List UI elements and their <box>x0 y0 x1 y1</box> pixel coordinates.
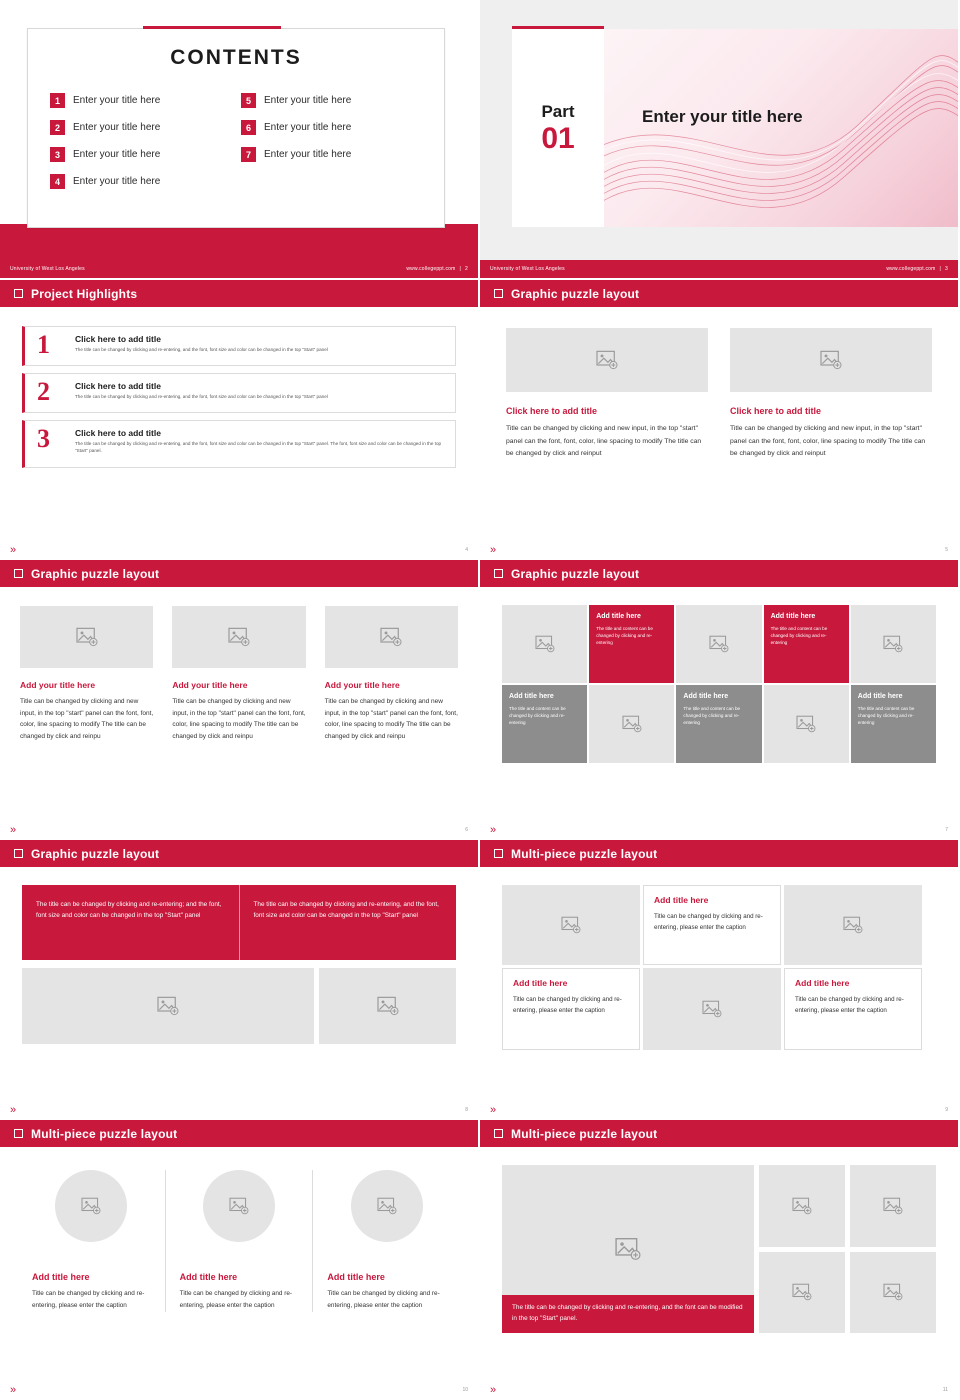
slide-header-title: Multi-piece puzzle layout <box>511 846 658 861</box>
slide-multi-piece-a[interactable] <box>480 840 960 1120</box>
square-bullet-icon <box>494 1129 503 1138</box>
footer-org: University of West Los Angeles <box>490 266 565 272</box>
table-row[interactable] <box>22 420 456 468</box>
caption-block[interactable] <box>502 968 640 1050</box>
slide-header <box>0 1120 478 1147</box>
page-number: 3 <box>945 266 948 272</box>
image-placeholder[interactable] <box>850 1165 936 1247</box>
image-placeholder-icon <box>792 1283 812 1301</box>
row-number: 3 <box>37 424 50 453</box>
page-number: 7 <box>945 827 948 833</box>
column-body: Title can be changed by clicking and new input, in the top "start" panel can the font, font, color, line spacing to modify The title can be changed by click and reinput <box>730 425 926 458</box>
slide-graphic-puzzle-mosaic[interactable] <box>480 560 960 840</box>
tile-title: Add title here <box>857 693 903 700</box>
slide-footer <box>480 542 958 558</box>
image-caption[interactable]: The title can be changed by clicking and re-entering, and the font can be modified in the top "Start" panel. <box>502 1295 754 1333</box>
slide-footer <box>0 1102 478 1118</box>
image-placeholder-icon <box>615 1237 641 1261</box>
row-title: Click here to add title <box>75 428 161 438</box>
image-placeholder[interactable] <box>55 1170 127 1242</box>
page-number: 4 <box>465 547 468 553</box>
column-title: Click here to add title <box>506 406 598 416</box>
slide-footer <box>480 822 958 838</box>
image-placeholder-icon <box>377 996 399 1016</box>
image-placeholder-icon <box>843 916 863 934</box>
slide-header-title: Graphic puzzle layout <box>31 566 160 581</box>
square-bullet-icon <box>494 289 503 298</box>
tile-body: The title and content can be changed by clicking and re-entering <box>596 626 653 646</box>
slide-header-title: Graphic puzzle layout <box>511 566 640 581</box>
image-placeholder-icon <box>883 1197 903 1215</box>
image-placeholder-icon <box>883 635 903 653</box>
content-column <box>18 1170 165 1312</box>
page-title: CONTENTS <box>170 46 302 69</box>
column-title: Add your title here <box>324 680 400 690</box>
tile-title: Add title here <box>683 693 729 700</box>
item-label: Enter your title here <box>73 95 161 106</box>
page-number: 9 <box>945 1107 948 1113</box>
list-item[interactable] <box>241 117 422 138</box>
image-placeholder[interactable] <box>325 606 458 668</box>
column-body: Title can be changed by clicking and re-entering, please enter the caption <box>32 1290 145 1309</box>
puzzle-layout <box>502 1165 936 1333</box>
item-label: Enter your title here <box>264 122 352 133</box>
slide-graphic-puzzle-three[interactable] <box>0 560 480 840</box>
item-number: 6 <box>241 120 256 135</box>
slide-header-title: Graphic puzzle layout <box>31 846 160 861</box>
tile-title: Add title here <box>596 613 641 620</box>
chevron-right-icon[interactable]: » <box>10 1383 17 1396</box>
list-item[interactable] <box>241 144 422 165</box>
image-placeholder-icon <box>622 715 642 733</box>
tile-body: The title and content can be changed by clicking and re-entering <box>509 706 566 726</box>
image-placeholder-icon <box>792 1197 812 1215</box>
item-label: Enter your title here <box>264 95 352 106</box>
slide-graphic-puzzle-red-band[interactable] <box>0 840 480 1120</box>
content-column <box>172 606 305 743</box>
list-item[interactable] <box>241 90 422 111</box>
footer-right <box>886 266 948 272</box>
puzzle-layout <box>502 885 936 1050</box>
contents-list <box>28 90 444 192</box>
part-panel <box>512 29 604 227</box>
image-placeholder[interactable] <box>20 606 153 668</box>
tile-text-gray[interactable] <box>502 685 587 763</box>
content-column <box>325 606 458 743</box>
column-title: Add your title here <box>20 680 96 690</box>
image-placeholder-icon <box>883 1283 903 1301</box>
list-item[interactable] <box>50 144 231 165</box>
decorative-artwork <box>604 29 958 227</box>
block-body: Title can be changed by clicking and re-entering, please enter the caption <box>513 996 622 1015</box>
image-placeholder-icon <box>377 1197 397 1215</box>
image-placeholder-inner <box>784 885 922 965</box>
item-number: 3 <box>50 147 65 162</box>
footer-right <box>406 266 468 272</box>
column-body: Title can be changed by clicking and re-entering, please enter the caption <box>179 1290 293 1309</box>
image-placeholder[interactable] <box>676 605 761 683</box>
chevron-right-icon[interactable]: » <box>10 1103 17 1116</box>
part-label: Part <box>541 102 575 121</box>
column-body: Title can be changed by clicking and re-entering, please enter the caption <box>327 1290 440 1309</box>
image-placeholder[interactable] <box>759 1252 845 1334</box>
page-number: 5 <box>945 547 948 553</box>
table-row[interactable] <box>22 326 456 366</box>
image-placeholder-icon <box>596 350 618 370</box>
slide-headline: Enter your title here <box>642 107 803 126</box>
slide-footer <box>480 1102 958 1118</box>
footer-site: www.collegeppt.com <box>886 266 936 272</box>
column-title: Click here to add title <box>730 406 822 416</box>
item-number: 5 <box>241 93 256 108</box>
square-bullet-icon <box>14 1129 23 1138</box>
image-placeholder[interactable] <box>172 606 305 668</box>
slide-header-title: Graphic puzzle layout <box>511 286 640 301</box>
image-grid <box>759 1165 936 1333</box>
column-title: Add title here <box>179 1272 238 1282</box>
column-title: Add your title here <box>172 680 248 690</box>
image-placeholder-icon <box>702 1000 722 1018</box>
image-placeholder[interactable] <box>22 968 314 1044</box>
image-placeholder[interactable] <box>589 685 674 763</box>
chevron-right-icon[interactable]: » <box>10 543 17 556</box>
tile-text-red[interactable] <box>589 605 674 683</box>
image-placeholder[interactable] <box>851 605 936 683</box>
image-placeholder-icon <box>796 715 816 733</box>
image-placeholder[interactable] <box>759 1165 845 1247</box>
item-number: 1 <box>50 93 65 108</box>
page-number: 6 <box>465 827 468 833</box>
slide-header-title: Project Highlights <box>31 286 138 301</box>
list-item[interactable] <box>50 117 231 138</box>
slide-header-title: Multi-piece puzzle layout <box>31 1126 178 1141</box>
image-placeholder-inner <box>502 885 640 965</box>
slide-footer <box>480 1382 958 1398</box>
slide-header-title: Multi-piece puzzle layout <box>511 1126 658 1141</box>
item-label: Enter your title here <box>264 149 352 160</box>
row-description: The title can be changed by clicking and re-entering, and the font, font size and color can be changed in the top "Start" panel <box>75 347 328 352</box>
row-title: Click here to add title <box>75 381 161 391</box>
caption-block[interactable] <box>784 968 922 1050</box>
slide-header <box>480 1120 958 1147</box>
image-placeholder[interactable] <box>203 1170 275 1242</box>
list-item[interactable] <box>50 90 231 111</box>
row-title: Click here to add title <box>75 334 161 344</box>
image-placeholder[interactable] <box>351 1170 423 1242</box>
chevron-right-icon[interactable]: » <box>10 823 17 836</box>
tile-title: Add title here <box>770 613 816 620</box>
image-placeholder-icon <box>229 1197 249 1215</box>
red-text-band <box>22 885 456 960</box>
slide-footer <box>0 822 478 838</box>
column-title: Add title here <box>32 1272 90 1282</box>
slide-contents[interactable] <box>0 0 480 280</box>
slide-header <box>480 280 958 307</box>
column-body: Title can be changed by clicking and new input, in the top "start" panel can the font, font, color, line spacing to modify The title can be changed by click and reinpu <box>324 698 458 741</box>
row-number: 1 <box>37 330 50 359</box>
item-label: Enter your title here <box>73 122 161 133</box>
slide-header <box>0 560 478 587</box>
column-body: Title can be changed by clicking and new input, in the top "start" panel can the font, font, color, line spacing to modify The title can be changed by click and reinput <box>506 425 702 458</box>
caption-block[interactable] <box>643 885 781 965</box>
image-placeholder-inner <box>643 968 781 1050</box>
image-placeholder-large[interactable] <box>502 1165 754 1333</box>
tile-body: The title and content can be changed by clicking and re-entering <box>683 706 741 726</box>
slide-multi-piece-big[interactable] <box>480 1120 960 1400</box>
contents-card <box>27 28 445 228</box>
highlight-rows <box>22 326 456 475</box>
slide-graphic-puzzle-two[interactable] <box>480 280 960 560</box>
item-number: 7 <box>241 147 256 162</box>
block-title: Add title here <box>795 978 850 988</box>
image-placeholder-icon <box>561 916 581 934</box>
square-bullet-icon <box>14 569 23 578</box>
image-placeholder-icon <box>228 627 250 647</box>
block-body: Title can be changed by clicking and re-entering, please enter the caption <box>795 996 904 1015</box>
slide-header <box>480 840 958 867</box>
item-number: 4 <box>50 174 65 189</box>
slide-footer <box>480 260 958 278</box>
page-number: 11 <box>942 1387 948 1393</box>
part-number: 01 <box>541 122 575 155</box>
tile-text-red[interactable] <box>764 605 849 683</box>
footer-org: University of West Los Angeles <box>10 266 85 272</box>
slide-header <box>480 560 958 587</box>
item-number: 2 <box>50 120 65 135</box>
three-column-layout <box>18 1170 460 1312</box>
slide-footer <box>0 1382 478 1398</box>
mosaic-grid <box>502 605 936 763</box>
image-placeholder-icon <box>76 627 98 647</box>
chevron-right-icon[interactable]: » <box>490 823 497 836</box>
tile-title: Add title here <box>509 693 554 700</box>
tile-body: The title and content can be changed by clicking and re-entering <box>770 626 828 646</box>
column-body: Title can be changed by clicking and new input, in the top "start" panel can the font, font, color, line spacing to modify The title can be changed by click and reinpu <box>20 698 154 741</box>
slide-header <box>0 840 478 867</box>
image-placeholder-icon <box>709 635 729 653</box>
slide-footer <box>0 542 478 558</box>
page-number: 8 <box>465 1107 468 1113</box>
slide-multi-piece-circles[interactable] <box>0 1120 480 1400</box>
image-placeholder[interactable] <box>502 605 587 683</box>
image-placeholder[interactable] <box>850 1252 936 1334</box>
chevron-right-icon[interactable]: » <box>490 543 497 556</box>
content-column <box>165 1170 313 1312</box>
square-bullet-icon <box>494 569 503 578</box>
three-column-layout <box>20 606 458 743</box>
slide-footer <box>0 260 478 278</box>
tile-body: The title and content can be changed by clicking and re-entering <box>857 706 915 726</box>
image-placeholder[interactable] <box>506 328 708 392</box>
list-item[interactable] <box>50 171 231 192</box>
chevron-right-icon[interactable]: » <box>490 1383 497 1396</box>
image-placeholder[interactable] <box>502 885 640 965</box>
row-description: The title can be changed by clicking and re-entering, and the font, font size and color can be changed in the top "Start" panel. The font, font size and color can be changed in the top "Start" panel. <box>75 441 442 453</box>
image-placeholder-icon <box>820 350 842 370</box>
image-row <box>22 968 456 1044</box>
page-number: 2 <box>465 266 468 272</box>
wave-lines-icon <box>604 29 958 227</box>
tile-text-gray[interactable] <box>851 685 936 763</box>
image-placeholder[interactable] <box>319 968 456 1044</box>
block-title: Add title here <box>513 978 568 988</box>
content-column <box>312 1170 460 1312</box>
row-description: The title can be changed by clicking and re-entering, and the font, font size and color can be changed in the top "Start" panel <box>75 394 328 399</box>
item-label: Enter your title here <box>73 176 161 187</box>
chevron-right-icon[interactable]: » <box>490 1103 497 1116</box>
block-title: Add title here <box>654 895 709 905</box>
square-bullet-icon <box>14 849 23 858</box>
content-column <box>20 606 153 743</box>
image-placeholder[interactable] <box>764 685 849 763</box>
slide-header <box>0 280 478 307</box>
block-body: Title can be changed by clicking and re-entering, please enter the caption <box>654 913 763 932</box>
accent-rule <box>143 26 281 29</box>
image-placeholder-icon <box>81 1197 101 1215</box>
band-text[interactable]: The title can be changed by clicking and re-entering; and the font, font size and color can be changed in the top "Start" panel <box>36 901 222 920</box>
row-number: 2 <box>37 377 50 406</box>
item-label: Enter your title here <box>73 149 161 160</box>
page-number: 10 <box>462 1387 468 1393</box>
square-bullet-icon <box>14 289 23 298</box>
footer-separator: | <box>459 266 462 272</box>
tile-text-gray[interactable] <box>676 685 761 763</box>
square-bullet-icon <box>494 849 503 858</box>
content-column <box>730 328 932 461</box>
slide-part-divider[interactable] <box>480 0 960 280</box>
content-column <box>506 328 708 461</box>
footer-separator: | <box>939 266 942 272</box>
band-text[interactable]: The title can be changed by clicking and re-entering, and the font, font size and color can be changed in the top "Start" panel <box>239 885 457 960</box>
image-placeholder-icon <box>157 996 179 1016</box>
image-placeholder-icon <box>535 635 555 653</box>
image-placeholder[interactable] <box>643 968 781 1050</box>
footer-site: www.collegeppt.com <box>406 266 456 272</box>
image-placeholder[interactable] <box>730 328 932 392</box>
slide-project-highlights[interactable] <box>0 280 480 560</box>
table-row[interactable] <box>22 373 456 413</box>
column-title: Add title here <box>327 1272 385 1282</box>
column-body: Title can be changed by clicking and new input, in the top "start" panel can the font, font, color, line spacing to modify The title can be changed by click and reinpu <box>172 698 306 741</box>
two-column-layout <box>506 328 932 461</box>
image-placeholder-icon <box>380 627 402 647</box>
image-placeholder[interactable] <box>784 885 922 965</box>
